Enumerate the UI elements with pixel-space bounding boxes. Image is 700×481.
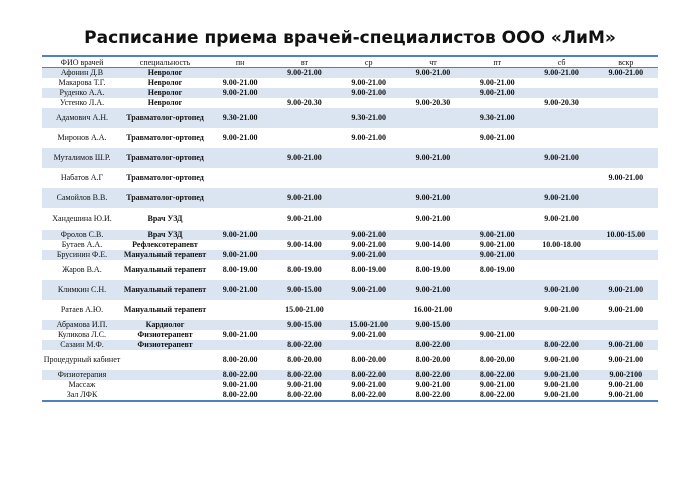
schedule-cell-thu: [401, 128, 465, 148]
schedule-cell-tue: 15.00-21.00: [285, 305, 324, 314]
schedule-cell-tue: 9.00-15.00: [272, 320, 336, 330]
table-row: [42, 320, 658, 330]
schedule-cell-mon: 9.00-21.00: [208, 280, 272, 300]
schedule-cell-thu: 8.00-22.00: [415, 390, 451, 399]
doctor-specialty: Невролог: [122, 88, 208, 98]
schedule-cell-thu: [401, 230, 465, 240]
schedule-cell-sat: 9.00-21.00: [544, 380, 579, 389]
doctor-specialty: [122, 390, 208, 401]
schedule-cell-sat: 9.00-21.00: [544, 214, 579, 223]
doctor-name: Хандешина Ю.И.: [52, 214, 112, 223]
schedule-cell-tue: 9.00-21.00: [272, 68, 336, 79]
schedule-cell-tue: [272, 108, 336, 128]
column-header-wed: ср: [337, 56, 401, 68]
doctor-specialty: Травматолог-ортопед: [126, 133, 204, 142]
column-header-name: ФИО врачей: [42, 56, 122, 68]
doctor-name: Жаров В.А.: [62, 265, 102, 274]
schedule-cell-tue: [272, 230, 336, 240]
schedule-cell-wed: [337, 168, 401, 188]
doctor-name: Бутаев А.А.: [61, 240, 103, 249]
schedule-cell-fri: [465, 148, 529, 168]
doctor-specialty: [122, 350, 208, 370]
schedule-cell-thu: 8.00-22.00: [401, 370, 465, 380]
column-header-sat: сб: [529, 56, 593, 68]
schedule-cell-fri: 8.00-19.00: [479, 265, 515, 274]
schedule-cell-sat: 9.00-21.00: [544, 390, 579, 399]
schedule-cell-thu: 9.00-21.00: [401, 68, 465, 79]
schedule-cell-fri: [465, 320, 529, 330]
table-row: [42, 108, 658, 128]
schedule-cell-wed: [337, 148, 401, 168]
schedule-cell-tue: [272, 78, 336, 88]
schedule-cell-sun: 9.00-21.00: [594, 340, 658, 350]
schedule-cell-fri: [465, 188, 529, 208]
doctor-specialty: Мануальный терапевт: [123, 250, 207, 259]
schedule-cell-thu: 9.00-21.00: [401, 280, 465, 300]
schedule-cell-sun: 9.00-21.00: [608, 305, 644, 314]
schedule-cell-thu: [401, 168, 465, 188]
table-row: [42, 350, 658, 370]
table-row: [42, 88, 658, 98]
schedule-cell-wed: 9.00-21.00: [337, 88, 401, 98]
table-row: [42, 68, 658, 79]
schedule-cell-sun: [594, 330, 658, 340]
table-row: [42, 390, 658, 401]
schedule-cell-sat: 9.00-21.00: [529, 188, 593, 208]
schedule-cell-sat: 8.00-22.00: [529, 340, 593, 350]
schedule-cell-wed: 9.30-21.00: [337, 108, 401, 128]
schedule-cell-mon: [208, 320, 272, 330]
schedule-cell-sun: 9.00-2100: [594, 370, 658, 380]
doctor-specialty: Физиотерапевт: [122, 340, 208, 350]
doctor-name: Руденко А.А.: [42, 88, 122, 98]
doctor-specialty: Невролог: [122, 68, 208, 79]
schedule-cell-fri: 9.00-21.00: [465, 250, 529, 260]
schedule-cell-wed: 9.00-21.00: [351, 133, 387, 142]
schedule-cell-mon: 9.00-21.00: [208, 250, 272, 260]
schedule-cell-fri: [465, 340, 529, 350]
schedule-cell-sun: [594, 78, 658, 88]
schedule-cell-sun: [594, 260, 658, 280]
schedule-cell-wed: 9.00-21.00: [351, 78, 387, 87]
table-row: [42, 250, 658, 260]
schedule-cell-sun: 9.00-21.00: [608, 355, 644, 364]
schedule-cell-fri: 9.00-21.00: [479, 330, 515, 339]
schedule-cell-sat: [529, 88, 593, 98]
doctor-name: Муталимов Ш.Р.: [42, 148, 122, 168]
doctor-name: Массаж: [68, 380, 96, 389]
doctor-name: Фролов С.В.: [42, 230, 122, 240]
schedule-cell-thu: 9.00-21.00: [401, 148, 465, 168]
schedule-cell-sat: 10.00-18.00: [542, 240, 581, 249]
column-header-tue: вт: [272, 56, 336, 68]
schedule-cell-sun: 9.00-21.00: [594, 68, 658, 79]
column-header-mon: пн: [208, 56, 272, 68]
schedule-cell-fri: 8.00-22.00: [479, 390, 515, 399]
schedule-table: [42, 55, 658, 402]
schedule-cell-wed: 8.00-22.00: [351, 390, 387, 399]
doctor-name: Климкин С.Н.: [42, 280, 122, 300]
schedule-cell-mon: [208, 300, 272, 320]
schedule-cell-tue: [272, 168, 336, 188]
doctor-name: Физиотерапия: [42, 370, 122, 380]
schedule-cell-tue: 9.00-21.00: [287, 380, 322, 389]
schedule-cell-sun: 10.00-15.00: [594, 230, 658, 240]
schedule-cell-sun: [594, 250, 658, 260]
schedule-cell-tue: 9.00-14.00: [287, 240, 322, 249]
schedule-cell-wed: [337, 340, 401, 350]
schedule-cell-fri: [465, 208, 529, 230]
schedule-cell-sat: [529, 260, 593, 280]
schedule-cell-sun: [594, 240, 658, 250]
schedule-cell-thu: [401, 330, 465, 340]
schedule-cell-wed: 15.00-21.00: [337, 320, 401, 330]
schedule-cell-sun: 9.00-21.00: [594, 280, 658, 300]
column-header-specialty: специальность: [122, 56, 208, 68]
schedule-cell-sat: [529, 330, 593, 340]
schedule-cell-wed: [337, 300, 401, 320]
schedule-cell-wed: 9.00-21.00: [337, 250, 401, 260]
schedule-cell-thu: [401, 88, 465, 98]
schedule-cell-mon: [208, 208, 272, 230]
doctor-specialty: [122, 370, 208, 380]
schedule-cell-fri: 9.00-21.00: [479, 78, 515, 87]
doctor-name: Самойлов В.В.: [42, 188, 122, 208]
doctor-name: Макарова Т.Г.: [58, 78, 106, 87]
schedule-body: [42, 68, 658, 402]
schedule-cell-tue: 8.00-20.00: [287, 355, 322, 364]
table-row: [42, 260, 658, 280]
doctor-specialty: Врач УЗД: [122, 230, 208, 240]
schedule-cell-wed: [337, 98, 401, 108]
table-row: [42, 148, 658, 168]
schedule-cell-sun: [594, 128, 658, 148]
schedule-cell-tue: [272, 250, 336, 260]
schedule-cell-mon: 8.00-19.00: [222, 265, 258, 274]
schedule-cell-wed: 9.00-21.00: [351, 380, 387, 389]
doctor-specialty: Невролог: [147, 78, 183, 87]
doctor-specialty: Травматолог-ортопед: [122, 148, 208, 168]
schedule-cell-wed: 9.00-21.00: [337, 230, 401, 240]
schedule-cell-mon: [208, 340, 272, 350]
schedule-cell-sun: [594, 108, 658, 128]
schedule-cell-thu: [401, 108, 465, 128]
schedule-cell-fri: 9.00-21.00: [479, 133, 515, 142]
schedule-cell-sat: 9.00-21.00: [544, 355, 579, 364]
schedule-cell-mon: 9.00-21.00: [222, 133, 258, 142]
schedule-cell-thu: 8.00-19.00: [415, 265, 451, 274]
schedule-cell-mon: 9.00-21.00: [208, 230, 272, 240]
table-row: [42, 230, 658, 240]
schedule-cell-mon: 8.00-20.00: [222, 355, 258, 364]
table-row: [42, 240, 658, 250]
schedule-cell-sun: [594, 88, 658, 98]
doctor-specialty: Мануальный терапевт: [123, 265, 207, 274]
doctor-name: Миронов А.А.: [57, 133, 107, 142]
schedule-cell-mon: [208, 98, 272, 108]
doctor-specialty: Мануальный терапевт: [122, 280, 208, 300]
doctor-specialty: Невролог: [147, 98, 183, 107]
schedule-cell-wed: 9.00-21.00: [351, 240, 387, 249]
header-row: [42, 56, 658, 68]
schedule-cell-sun: [594, 320, 658, 330]
schedule-cell-thu: 9.00-21.00: [401, 188, 465, 208]
schedule-cell-sun: [594, 188, 658, 208]
schedule-cell-thu: [401, 78, 465, 88]
doctor-name: Афонин Д.В: [42, 68, 122, 79]
doctor-name: Адамович А.Н.: [42, 108, 122, 128]
schedule-cell-thu: 9.00-15.00: [401, 320, 465, 330]
doctor-name: Процедурный кабинет: [43, 355, 121, 364]
schedule-cell-sat: 9.00-21.00: [544, 305, 579, 314]
schedule-cell-fri: [465, 168, 529, 188]
schedule-cell-wed: 8.00-22.00: [337, 370, 401, 380]
schedule-cell-fri: 9.00-21.00: [479, 380, 515, 389]
schedule-cell-fri: 8.00-20.00: [479, 355, 515, 364]
schedule-cell-mon: [208, 240, 272, 250]
schedule-cell-tue: 8.00-22.00: [287, 390, 322, 399]
schedule-cell-mon: 8.00-22.00: [208, 370, 272, 380]
schedule-cell-mon: 9.00-21.00: [222, 380, 258, 389]
schedule-cell-thu: 16.00-21.00: [413, 305, 453, 314]
schedule-cell-thu: 9.00-14.00: [415, 240, 451, 249]
schedule-cell-mon: 9.00-21.00: [222, 78, 258, 87]
schedule-cell-fri: 9.30-21.00: [465, 108, 529, 128]
doctor-specialty: Травматолог-ортопед: [122, 108, 208, 128]
table-row: [42, 208, 658, 230]
schedule-cell-mon: [208, 68, 272, 79]
schedule-cell-tue: [272, 128, 336, 148]
doctor-specialty: Травматолог-ортопед: [122, 188, 208, 208]
schedule-cell-mon: 9.00-21.00: [208, 88, 272, 98]
schedule-cell-fri: 9.00-21.00: [465, 230, 529, 240]
page-title: Расписание приема врачей-специалистов ООО «ЛиМ»: [84, 28, 616, 48]
schedule-cell-sun: 9.00-21.00: [608, 380, 644, 389]
schedule-cell-sat: 9.00-21.00: [529, 370, 593, 380]
schedule-cell-tue: [272, 330, 336, 340]
doctor-name: Устенко Л.А.: [59, 98, 105, 107]
schedule-cell-sat: 9.00-21.00: [529, 280, 593, 300]
schedule-cell-thu: 9.00-20.30: [415, 98, 451, 107]
schedule-cell-sun: 9.00-21.00: [608, 390, 644, 399]
schedule-cell-thu: 8.00-22.00: [401, 340, 465, 350]
table-row: [42, 380, 658, 390]
doctor-specialty: Мануальный терапевт: [123, 305, 207, 314]
doctor-specialty: Физиотерапевт: [137, 330, 193, 339]
schedule-cell-tue: 9.00-15.00: [272, 280, 336, 300]
schedule-cell-tue: 8.00-19.00: [287, 265, 322, 274]
schedule-cell-sat: [529, 168, 593, 188]
schedule-cell-tue: 9.00-20.30: [287, 98, 322, 107]
schedule-cell-sat: [529, 108, 593, 128]
schedule-cell-mon: 9.30-21.00: [208, 108, 272, 128]
schedule-cell-wed: [337, 68, 401, 79]
schedule-cell-thu: 9.00-21.00: [415, 380, 451, 389]
schedule-cell-sat: [529, 128, 593, 148]
column-header-thu: чт: [401, 56, 465, 68]
doctor-name: Брусинин Ф.Е.: [42, 250, 122, 260]
schedule-cell-sun: [594, 208, 658, 230]
schedule-cell-mon: 8.00-22.00: [222, 390, 258, 399]
schedule-cell-sun: [594, 148, 658, 168]
column-header-fri: пт: [465, 56, 529, 68]
table-row: [42, 128, 658, 148]
doctor-specialty: Травматолог-ортопед: [126, 173, 204, 182]
schedule-cell-sat: [529, 230, 593, 240]
schedule-cell-wed: [337, 188, 401, 208]
schedule-cell-fri: [465, 300, 529, 320]
doctor-name: Ратаев А.Ю.: [60, 305, 104, 314]
schedule-cell-tue: 8.00-22.00: [272, 370, 336, 380]
schedule-cell-tue: 8.00-22.00: [272, 340, 336, 350]
schedule-cell-sat: 9.00-20.30: [544, 98, 579, 107]
schedule-cell-thu: 8.00-20.00: [415, 355, 451, 364]
schedule-cell-tue: 9.00-21.00: [287, 214, 322, 223]
table-row: [42, 370, 658, 380]
schedule-cell-sat: 9.00-21.00: [529, 148, 593, 168]
schedule-cell-sat: [529, 250, 593, 260]
doctor-name: Набатов А.Г: [60, 173, 104, 182]
schedule-cell-mon: [208, 168, 272, 188]
schedule-cell-sat: [529, 320, 593, 330]
schedule-cell-tue: [272, 88, 336, 98]
schedule-cell-fri: [465, 280, 529, 300]
schedule-cell-mon: [208, 188, 272, 208]
schedule-cell-wed: 9.00-21.00: [337, 280, 401, 300]
schedule-cell-fri: [465, 68, 529, 79]
doctor-specialty: Врач УЗД: [147, 214, 183, 223]
doctor-specialty: [122, 380, 208, 390]
table-row: [42, 330, 658, 340]
table-row: [42, 188, 658, 208]
table-row: [42, 300, 658, 320]
table-row: [42, 168, 658, 188]
schedule-cell-thu: 9.00-21.00: [415, 214, 451, 223]
doctor-name: Сазаин М.Ф.: [42, 340, 122, 350]
schedule-cell-mon: [208, 148, 272, 168]
schedule-cell-fri: 8.00-22.00: [465, 370, 529, 380]
schedule-cell-mon: 9.00-21.00: [222, 330, 258, 339]
schedule-cell-tue: 9.00-21.00: [272, 188, 336, 208]
table-row: [42, 98, 658, 108]
schedule-cell-sat: 9.00-21.00: [529, 68, 593, 79]
column-header-sun: вскр: [594, 56, 658, 68]
schedule-cell-sun: 9.00-21.00: [608, 173, 644, 182]
schedule-cell-sun: [594, 98, 658, 108]
schedule-cell-wed: 8.00-19.00: [351, 265, 387, 274]
schedule-cell-fri: 9.00-21.00: [465, 88, 529, 98]
schedule-cell-fri: 9.00-21.00: [479, 240, 515, 249]
schedule-cell-sat: [529, 78, 593, 88]
doctor-name: Зал ЛФК: [66, 390, 98, 399]
doctor-specialty: Кардиолог: [122, 320, 208, 330]
schedule-cell-wed: [337, 208, 401, 230]
table-row: [42, 340, 658, 350]
table-row: [42, 78, 658, 88]
doctor-name: Куликова Л.С.: [57, 330, 107, 339]
schedule-cell-fri: [465, 98, 529, 108]
schedule-cell-wed: 8.00-20.00: [351, 355, 387, 364]
doctor-name: Абрамова И.П.: [42, 320, 122, 330]
table-row: [42, 280, 658, 300]
schedule-cell-wed: 9.00-21.00: [351, 330, 387, 339]
schedule-cell-tue: 9.00-21.00: [272, 148, 336, 168]
schedule-cell-thu: [401, 250, 465, 260]
doctor-specialty: Рефлексотерапевт: [132, 240, 198, 249]
